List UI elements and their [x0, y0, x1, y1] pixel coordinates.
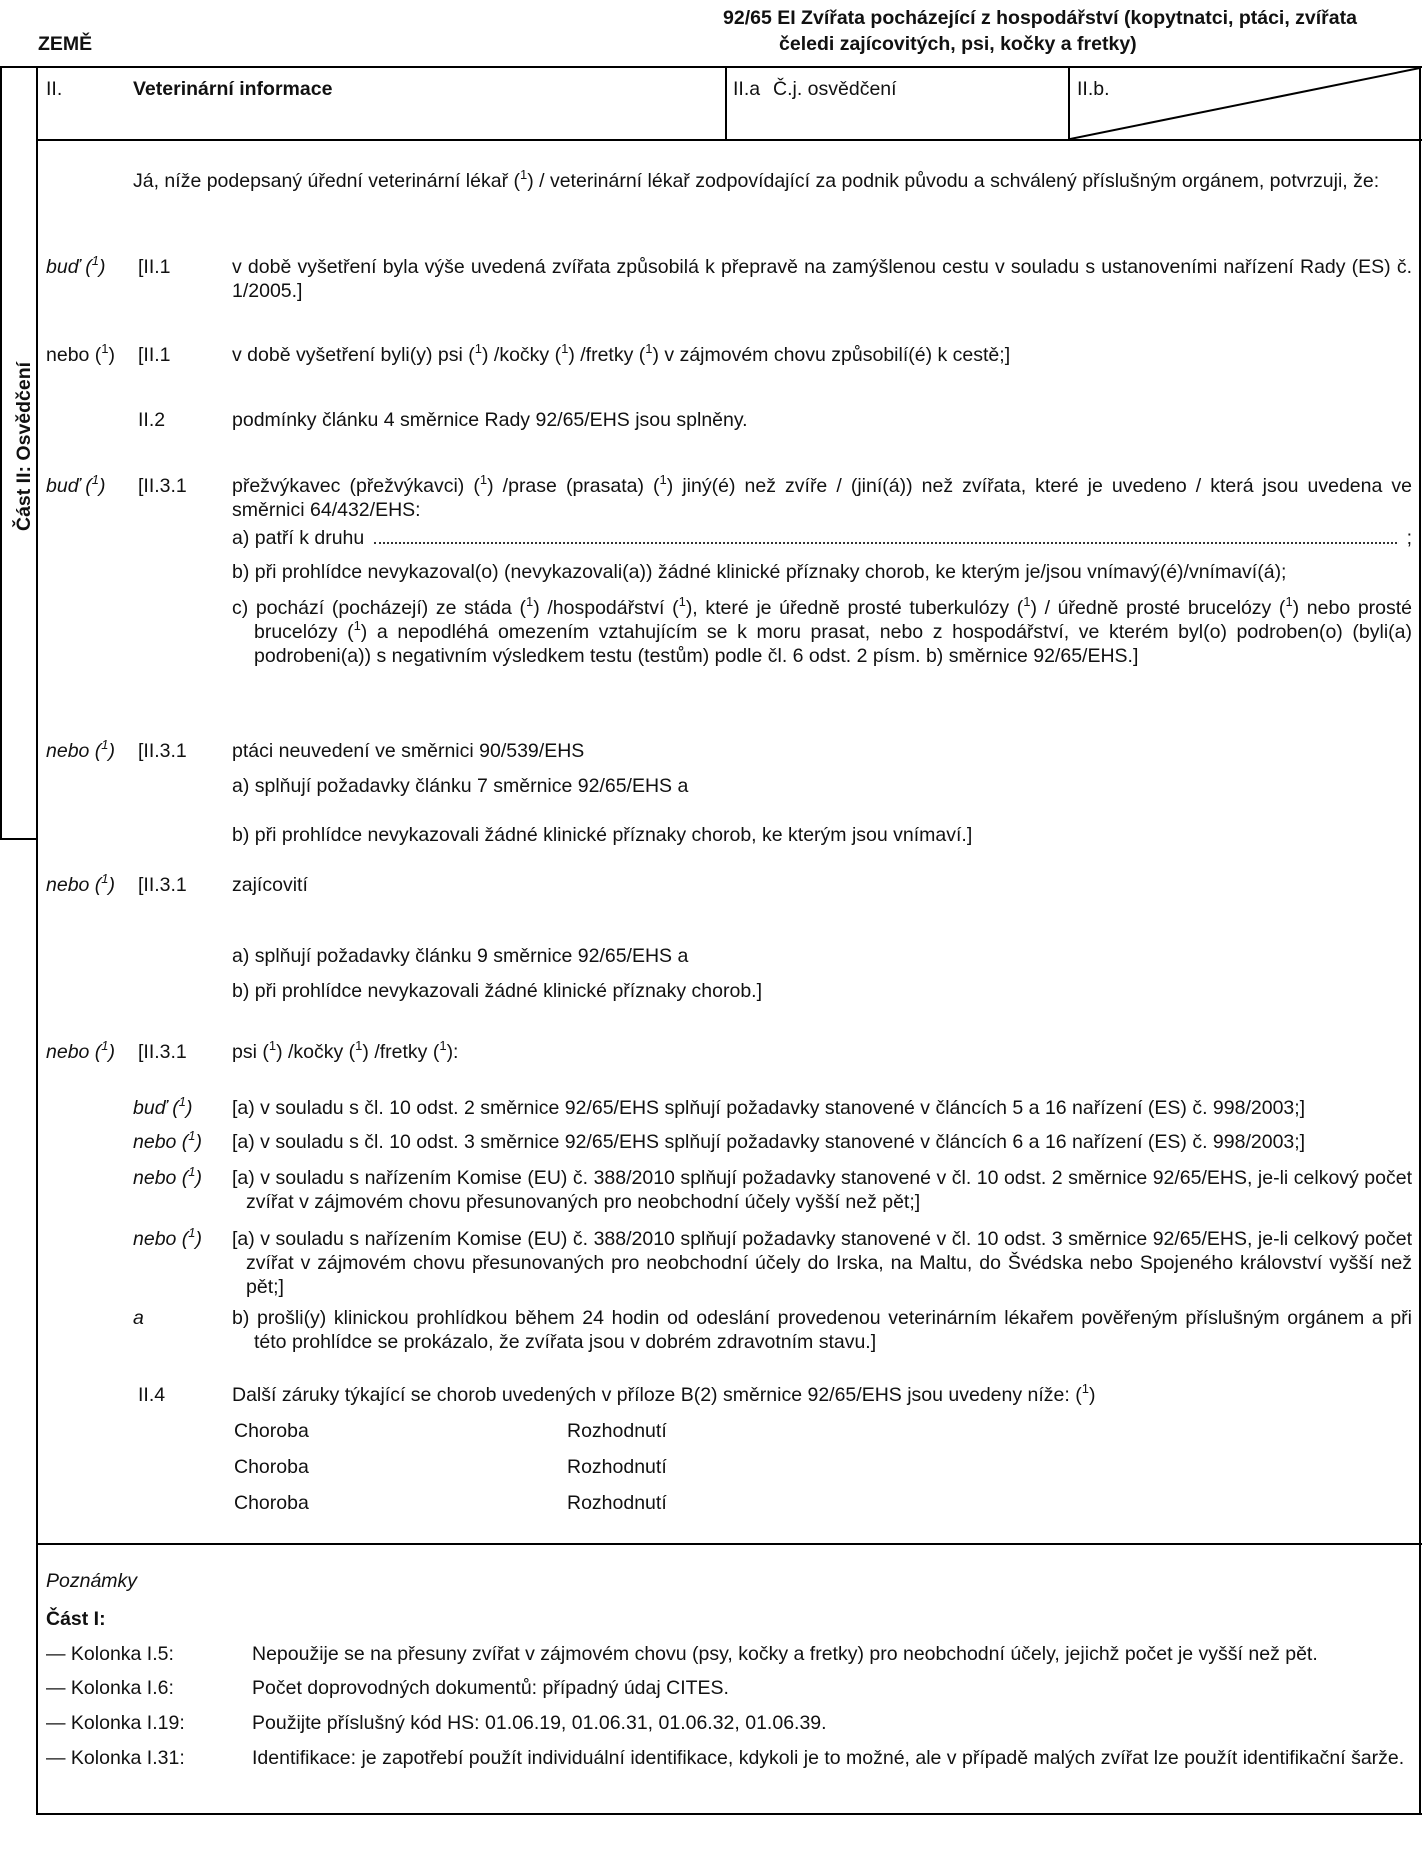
notes-part-heading: Část I: — [46, 1608, 106, 1630]
item-sub-a: a) splňují požadavky článku 7 směrnice 92/65/EHS a — [232, 775, 689, 797]
sub-option-text: [a) v souladu s čl. 10 odst. 2 směrnice 92/65/EHS splňují požadavky stanovené v článcích 5 a 16 nařízení (ES) č. 998/2003;] — [232, 1097, 1306, 1119]
item-number: II.2 — [138, 409, 166, 431]
or-lead-3: nebo ($^1$) — [46, 870, 116, 896]
disease-label: Choroba — [234, 1420, 309, 1442]
and-lead: a — [133, 1307, 144, 1329]
item-text: přežvýkavec (přežvýkavci) ($^1$) /prase (prasata) ($^1$) jiný(é) než zvíře / (jiní(á)) než zvířata, které je uvedeno / která jsou uvedena ve směrnici 64/432/EHS: — [232, 471, 1412, 521]
decision-label: Rozhodnutí — [567, 1456, 667, 1478]
intro-statement: Já, níže podepsaný úřední veterinární lékař ($^1$) / veterinární lékař zodpovídající za podnik původu a schválený příslušným orgánem, potvrzuji, že: — [133, 166, 1380, 192]
diagonal-strike — [1070, 66, 1420, 140]
reference-b-number: II.b. — [1077, 78, 1110, 100]
notes-top-rule — [36, 1543, 1422, 1545]
sub-option-text: b) prošli(y) klinickou prohlídkou během 24 hodin od odeslání provedenou veterinárním lékařem pověřeným příslušným orgánem a při této prohlídce se prokázalo, že zvířata jsou v dobrém zdravotním stavu.] — [232, 1307, 1412, 1353]
left-inner-border — [36, 66, 38, 1815]
disease-label: Choroba — [234, 1456, 309, 1478]
decision-label: Rozhodnutí — [567, 1420, 667, 1442]
certificate-title-line2: čeledi zajícovitých, psi, kočky a fretky) — [779, 33, 1137, 55]
item-sub-c: c) pochází (pocházejí) ze stáda ($^1$) /hospodářství ($^1$), které je úředně prosté tuberkulózy ($^1$) / úředně prosté brucelózy ($^1$) nebo prosté brucelózy ($^1$) a nepodléhá omezením vztahujícím se k moru prasat, nebo z hospodářství, ve kterém byl(o) podroben(o) (byli(a) podrobeni(a)) s negativním výsledkem testu (testům) podle čl. 6 odst. 2 písm. b) směrnice 92/65/EHS.] — [232, 593, 1413, 667]
item-text: zajícovití — [232, 874, 308, 896]
side-section-label: Část II: Osvědčení — [13, 361, 35, 531]
note-value: Počet doprovodných dokumentů: případný údaj CITES. — [252, 1677, 729, 1699]
item-sub-b: b) při prohlídce nevykazovali žádné klinické příznaky chorob.] — [232, 980, 763, 1002]
item-sub-a: a) splňují požadavky článku 9 směrnice 92/65/EHS a — [232, 945, 689, 967]
either-lead-2: buď ($^1$) — [46, 471, 106, 497]
either-lead-3: buď ($^1$) — [133, 1093, 193, 1119]
note-value: Použijte příslušný kód HS: 01.06.19, 01.06.31, 01.06.32, 01.06.39. — [252, 1712, 827, 1734]
or-lead-1: nebo ($^1$) — [46, 340, 116, 366]
notes-bottom-rule — [36, 1813, 1422, 1815]
reference-a-label: Č.j. osvědčení — [773, 78, 897, 100]
item-number: [II.3.1 — [138, 475, 187, 497]
sub-option-text: [a) v souladu s čl. 10 odst. 3 směrnice 92/65/EHS splňují požadavky stanovené v článcích 6 a 16 nařízení (ES) č. 998/2003;] — [232, 1131, 1306, 1153]
left-outer-border — [0, 66, 2, 840]
species-fill-line — [374, 526, 1396, 544]
note-key: — Kolonka I.31: — [46, 1747, 185, 1769]
notes-title: Poznámky — [46, 1570, 138, 1592]
item-text: psi ($^1$) /kočky ($^1$) /fretky ($^1$): — [232, 1037, 459, 1063]
note-key: — Kolonka I.19: — [46, 1712, 185, 1734]
item-number: II.4 — [138, 1384, 166, 1406]
item-number: [II.3.1 — [138, 874, 187, 896]
country-label: ZEMĚ — [38, 33, 93, 55]
section-number: II. — [46, 78, 63, 100]
or-lead-2: nebo ($^1$) — [46, 736, 116, 762]
side-panel-bottom — [0, 838, 38, 840]
or-lead-4: nebo ($^1$) — [46, 1037, 116, 1063]
item-text: v době vyšetření byla výše uvedená zvířata způsobilá k přepravě na zamýšlenou cestu v souladu s ustanoveními nařízení Rady (ES) č. 1/2005.] — [232, 256, 1412, 302]
sub-option-text: [a) v souladu s nařízením Komise (EU) č. 388/2010 splňují požadavky stanovené v čl. 10 odst. 2 směrnice 92/65/EHS, je-li celkový počet zvířat v zájmovém chovu přesunovaných pro neobchodní účely vyšší než pět;] — [232, 1167, 1412, 1213]
reference-a-number: II.a — [733, 78, 761, 100]
item-text: v době vyšetření byli(y) psi ($^1$) /kočky ($^1$) /fretky ($^1$) v zájmovém chovu způsobilí(é) k cestě;] — [232, 340, 1011, 366]
item-text: Další záruky týkající se chorob uvedených v příloze B(2) směrnice 92/65/EHS jsou uvedeny níže: ($^1$) — [232, 1380, 1096, 1406]
item-sub-b: b) při prohlídce nevykazovali žádné klinické příznaky chorob, ke kterým jsou vnímaví.] — [232, 824, 973, 846]
item-number: [II.1 — [138, 344, 171, 366]
item-sub-b: b) při prohlídce nevykazoval(o) (nevykazovali(a)) žádné klinické příznaky chorob, ke kterým je/jsou vnímavý(é)/vnímaví(á); — [232, 561, 1287, 583]
species-label: a) patří k druhu — [232, 527, 365, 549]
note-value: Nepoužije se na přesuny zvířat v zájmovém chovu (psy, kočky a fretky) pro neobchodní účely, jejichž počet je vyšší než pět. — [252, 1643, 1318, 1665]
or-lead-5: nebo ($^1$) — [133, 1127, 203, 1153]
right-border — [1419, 66, 1421, 1815]
section-title: Veterinární informace — [133, 78, 333, 100]
item-number: [II.1 — [138, 256, 171, 278]
item-text: podmínky článku 4 směrnice Rady 92/65/EHS jsou splněny. — [232, 409, 748, 431]
decision-label: Rozhodnutí — [567, 1492, 667, 1514]
item-number: [II.3.1 — [138, 1041, 187, 1063]
item-number: [II.3.1 — [138, 740, 187, 762]
disease-label: Choroba — [234, 1492, 309, 1514]
header-divider-a — [725, 66, 727, 141]
note-value: Identifikace: je zapotřebí použít individuální identifikace, kdykoli je to možné, ale v případě malých zvířat lze použít identifikační šarže. — [252, 1747, 1405, 1769]
or-lead-7: nebo ($^1$) — [133, 1224, 203, 1250]
note-key: — Kolonka I.6: — [46, 1677, 174, 1699]
sub-option-text: [a) v souladu s nařízením Komise (EU) č. 388/2010 splňují požadavky stanovené v čl. 10 odst. 3 směrnice 92/65/EHS, je-li celkový počet zvířat v zájmovém chovu přesunovaných pro neobchodní účely do Irska, na Maltu, do Švédska nebo Spojeného království vyšší než pět;] — [232, 1228, 1412, 1298]
either-lead-1: buď ($^1$) — [46, 252, 106, 278]
certificate-title-line1: 92/65 EI Zvířata pocházející z hospodářství (kopytnatci, ptáci, zvířata — [723, 7, 1357, 29]
or-lead-6: nebo ($^1$) — [133, 1163, 203, 1189]
species-end: ; — [1406, 527, 1412, 549]
item-text: ptáci neuvedení ve směrnici 90/539/EHS — [232, 740, 585, 762]
note-key: — Kolonka I.5: — [46, 1643, 174, 1665]
species-line — [232, 526, 1412, 550]
